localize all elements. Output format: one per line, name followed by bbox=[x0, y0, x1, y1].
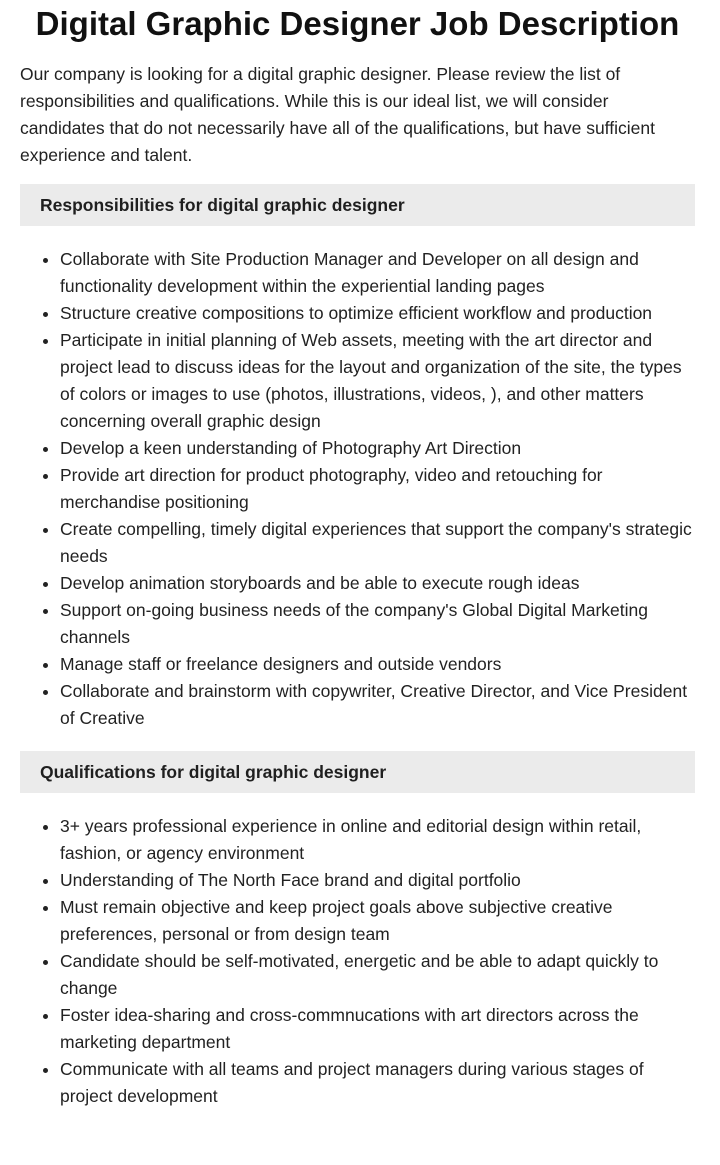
qualifications-heading: Qualifications for digital graphic designer bbox=[20, 751, 695, 793]
intro-paragraph: Our company is looking for a digital graphic designer. Please review the list of responsibilities and qualifications. While this is our ideal list, we will consider candidates that do not necessarily have all of the qualifications, but have sufficient experience and talent. bbox=[20, 64, 655, 165]
list-item: • Develop a keen understanding of Photography Art Direction bbox=[60, 435, 695, 462]
list-item: • Create compelling, timely digital experiences that support the company's strategic needs bbox=[60, 516, 695, 570]
list-item: • Provide art direction for product photography, video and retouching for merchandise positioning bbox=[60, 462, 695, 516]
list-item: • Structure creative compositions to optimize efficient workflow and production bbox=[60, 300, 695, 327]
qualifications-list bbox=[20, 813, 695, 1110]
list-item: • Collaborate with Site Production Manager and Developer on all design and functionality development within the experiential landing pages bbox=[60, 246, 695, 300]
page-title: Digital Graphic Designer Job Description bbox=[35, 5, 680, 42]
list-item: • Support on-going business needs of the company's Global Digital Marketing channels bbox=[60, 597, 695, 651]
list-item: • Communicate with all teams and project managers during various stages of project development bbox=[60, 1056, 695, 1110]
list-item: • Participate in initial planning of Web assets, meeting with the art director and project lead to discuss ideas for the layout and organization of the site, the types of colors or images to use (photos, illustrations, videos, ), and other matters concerning overall graphic design bbox=[60, 327, 695, 435]
list-item: • Foster idea-sharing and cross-commnucations with art directors across the marketing department bbox=[60, 1002, 695, 1056]
list-item: • Develop animation storyboards and be able to execute rough ideas bbox=[60, 570, 695, 597]
responsibilities-heading: Responsibilities for digital graphic designer bbox=[20, 184, 695, 226]
list-item: • Candidate should be self-motivated, energetic and be able to adapt quickly to change bbox=[60, 948, 695, 1002]
list-item: • Understanding of The North Face brand and digital portfolio bbox=[60, 867, 695, 894]
list-item: • Collaborate and brainstorm with copywriter, Creative Director, and Vice President of Creative bbox=[60, 678, 695, 732]
list-item: • Must remain objective and keep project goals above subjective creative preferences, personal or from design team bbox=[60, 894, 695, 948]
list-item: • Manage staff or freelance designers and outside vendors bbox=[60, 651, 695, 678]
list-item: • 3+ years professional experience in online and editorial design within retail, fashion, or agency environment bbox=[60, 813, 695, 867]
responsibilities-list bbox=[20, 246, 695, 732]
